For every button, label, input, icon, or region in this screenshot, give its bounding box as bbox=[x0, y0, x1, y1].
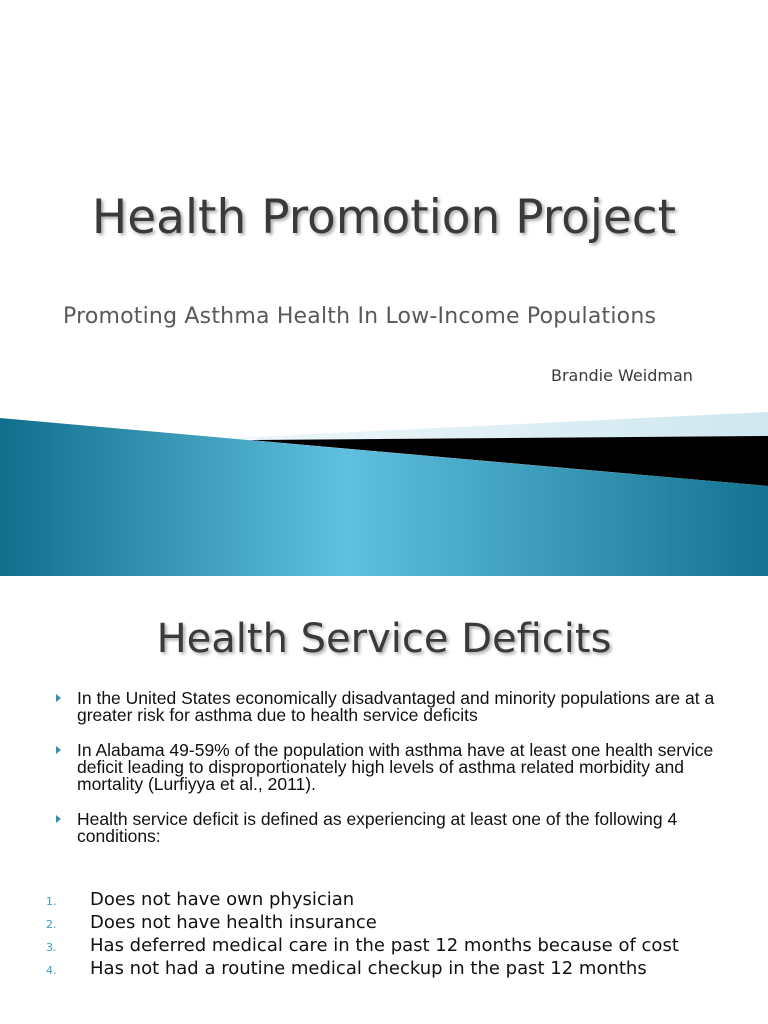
list-item bbox=[46, 934, 679, 957]
bullet-text: Health service deficit is defined as experiencing at least one of the following 4 conditions: bbox=[77, 809, 678, 846]
triangle-bullet-icon bbox=[56, 815, 61, 823]
list-item bbox=[56, 742, 746, 793]
list-item bbox=[46, 888, 679, 911]
bullet-list bbox=[56, 690, 746, 863]
item-number: 3. bbox=[46, 941, 57, 954]
slide-subtitle: Promoting Asthma Health In Low-Income Populations bbox=[63, 304, 657, 329]
item-number: 4. bbox=[46, 964, 57, 977]
conditions-list bbox=[46, 888, 679, 980]
list-item bbox=[46, 911, 679, 934]
bullet-text: In Alabama 49-59% of the population with asthma have at least one health service deficit leading to disproportionately high levels of asthma related morbidity and mortality (Lurfiyya et al., 2011). bbox=[77, 740, 714, 794]
banner-pale-band bbox=[230, 412, 768, 440]
condition-text: Has not had a routine medical checkup in the past 12 months bbox=[90, 958, 647, 979]
condition-text: Does not have health insurance bbox=[90, 912, 377, 933]
item-number: 1. bbox=[46, 895, 57, 908]
content-slide bbox=[0, 576, 768, 1024]
bullet-text: In the United States economically disadvantaged and minority populations are at a greater risk for asthma due to health service deficits bbox=[77, 688, 715, 725]
author-name: Brandie Weidman bbox=[551, 366, 693, 385]
condition-text: Does not have own physician bbox=[90, 889, 355, 910]
triangle-bullet-icon bbox=[56, 746, 61, 754]
slide-title: Health Service Deficits bbox=[156, 616, 612, 662]
list-item bbox=[46, 957, 679, 980]
condition-text: Has deferred medical care in the past 12 months because of cost bbox=[90, 935, 679, 956]
list-item bbox=[56, 811, 746, 845]
triangle-bullet-icon bbox=[56, 694, 61, 702]
decorative-banner bbox=[0, 400, 768, 576]
item-number: 2. bbox=[46, 918, 57, 931]
list-item bbox=[56, 690, 746, 724]
slide-title: Health Promotion Project bbox=[91, 190, 677, 245]
